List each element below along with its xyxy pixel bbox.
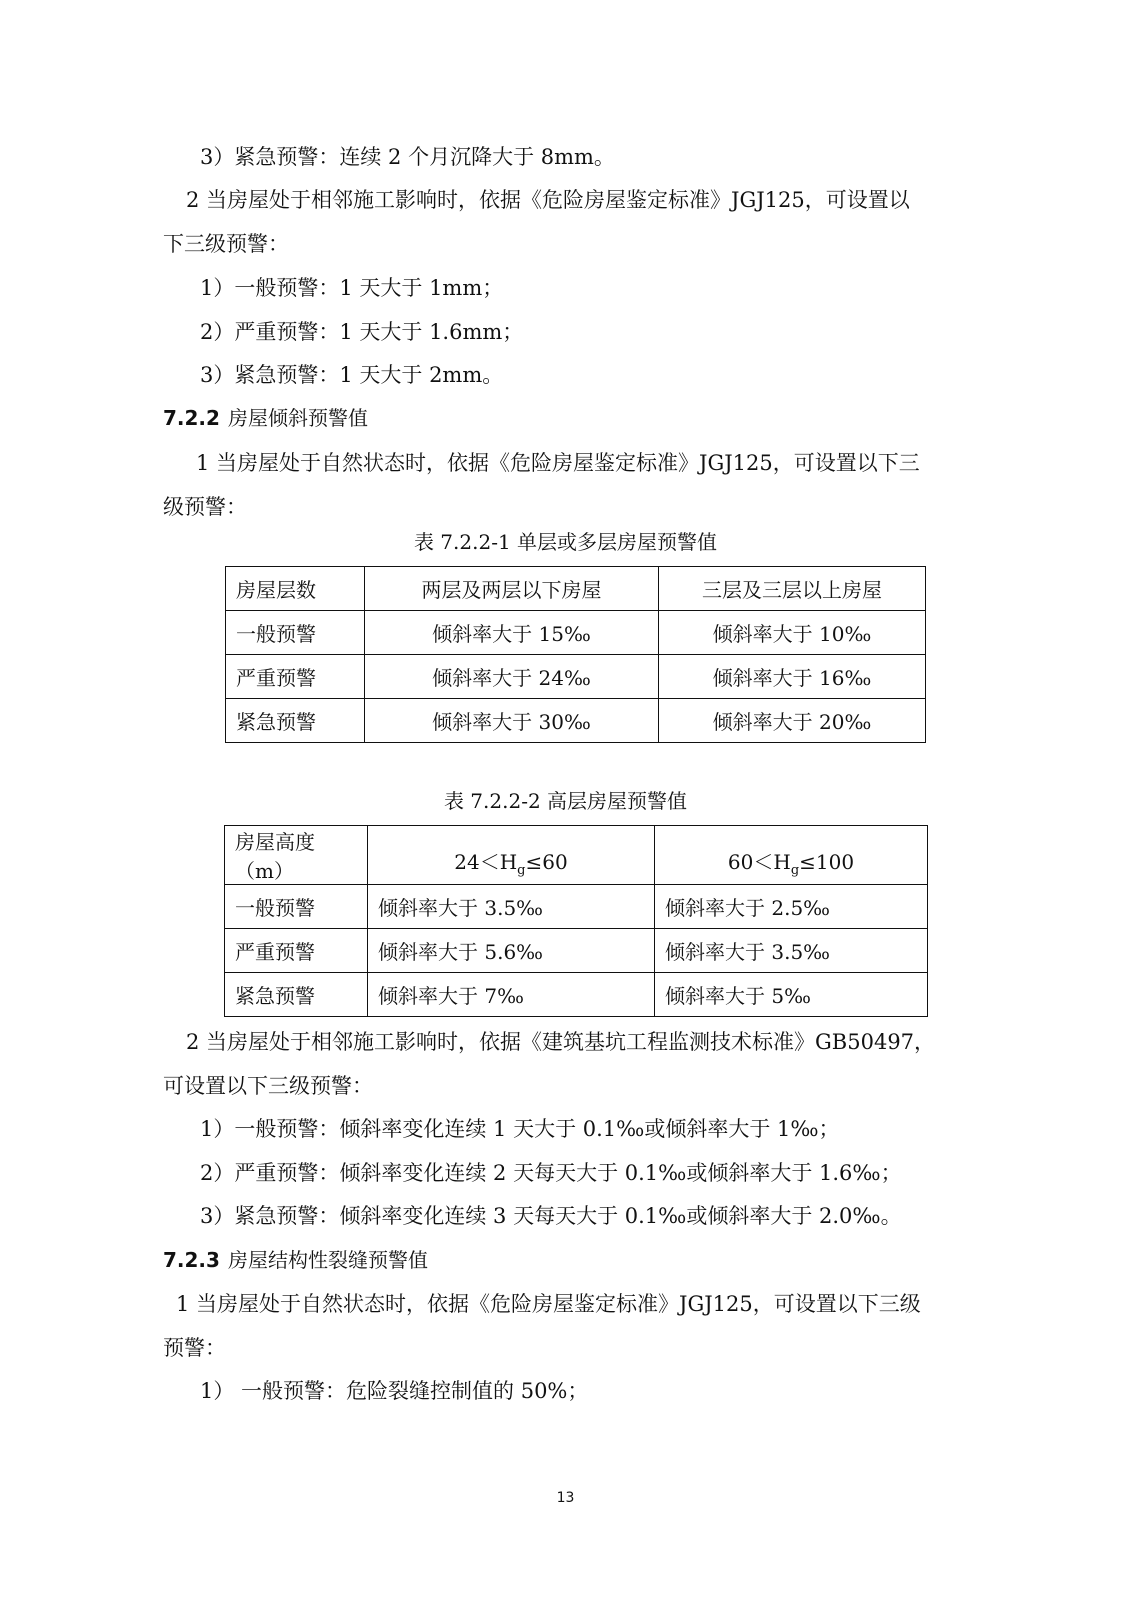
paragraph-line: 1）一般预警：1 天大于 1mm； <box>200 276 504 300</box>
table-caption: 表 7.2.2-1 单层或多层房屋预警值 <box>413 530 718 554</box>
table-header-cell: 三层及三层以上房屋 <box>659 567 926 611</box>
table-cell: 一般预警 <box>225 885 368 929</box>
table-cell: 倾斜率大于 3.5‰ <box>655 929 928 973</box>
table-cell: 倾斜率大于 30‰ <box>365 699 659 743</box>
paragraph-line: 1）一般预警：倾斜率变化连续 1 天大于 0.1‰或倾斜率大于 1‰； <box>200 1117 840 1141</box>
table-header-cell: 房屋层数 <box>226 567 365 611</box>
paragraph-line: 3）紧急预警：连续 2 个月沉降大于 8mm。 <box>200 145 615 169</box>
paragraph-line: 1 当房屋处于自然状态时，依据《危险房屋鉴定标准》JGJ125，可设置以下三级 <box>176 1292 921 1316</box>
table-cell: 严重预警 <box>225 929 368 973</box>
table-cell: 倾斜率大于 2.5‰ <box>655 885 928 929</box>
table-cell: 严重预警 <box>226 655 365 699</box>
table-header-cell: 两层及两层以下房屋 <box>365 567 659 611</box>
section-number: 7.2.3 <box>163 1248 220 1272</box>
paragraph-line: 1） 一般预警：危险裂缝控制值的 50%； <box>200 1379 589 1403</box>
table-row <box>226 611 926 655</box>
section-title: 房屋结构性裂缝预警值 <box>227 1248 428 1272</box>
page-number: 13 <box>556 1490 575 1506</box>
paragraph-line: 下三级预警： <box>163 232 289 256</box>
section-title: 房屋倾斜预警值 <box>227 406 368 430</box>
paragraph-line: 2 当房屋处于相邻施工影响时，依据《建筑基坑工程监测技术标准》GB50497， <box>186 1030 936 1054</box>
table-header-cell: 房屋高度（m） <box>225 826 368 885</box>
table-header-cell: $60<H_g\le 100$ <box>655 826 928 885</box>
table-row <box>225 929 928 973</box>
table-high-rise <box>224 825 928 1017</box>
table-single-multi-storey <box>225 566 926 743</box>
paragraph-line: 2）严重预警：倾斜率变化连续 2 天每天大于 0.1‰或倾斜率大于 1.6‰； <box>200 1161 902 1185</box>
table-cell: 一般预警 <box>226 611 365 655</box>
paragraph-line: 2）严重预警：1 天大于 1.6mm； <box>200 320 524 344</box>
table-cell: 倾斜率大于 16‰ <box>659 655 926 699</box>
paragraph-line: 3）紧急预警：倾斜率变化连续 3 天每天大于 0.1‰或倾斜率大于 2.0‰。 <box>200 1204 902 1228</box>
paragraph-line: 可设置以下三级预警： <box>163 1074 373 1098</box>
table-cell: 倾斜率大于 5‰ <box>655 973 928 1017</box>
paragraph-line: 2 当房屋处于相邻施工影响时，依据《危险房屋鉴定标准》JGJ125，可设置以 <box>186 188 910 212</box>
paragraph-line: 3）紧急预警：1 天大于 2mm。 <box>200 363 504 387</box>
table-header-row <box>225 826 928 885</box>
table-cell: 倾斜率大于 3.5‰ <box>368 885 655 929</box>
table-cell: 紧急预警 <box>226 699 365 743</box>
table-header-row <box>226 567 926 611</box>
table-cell: 倾斜率大于 24‰ <box>365 655 659 699</box>
table-cell: 倾斜率大于 15‰ <box>365 611 659 655</box>
table-cell: 倾斜率大于 10‰ <box>659 611 926 655</box>
paragraph-line: 级预警： <box>163 495 247 519</box>
table-cell: 倾斜率大于 7‰ <box>368 973 655 1017</box>
table-cell: 紧急预警 <box>225 973 368 1017</box>
table-row <box>225 885 928 929</box>
table-cell: 倾斜率大于 5.6‰ <box>368 929 655 973</box>
section-number: 7.2.2 <box>163 406 220 430</box>
table-cell: 倾斜率大于 20‰ <box>659 699 926 743</box>
table-caption: 表 7.2.2-2 高层房屋预警值 <box>443 789 688 813</box>
table-row <box>226 655 926 699</box>
paragraph-line: 1 当房屋处于自然状态时，依据《危险房屋鉴定标准》JGJ125，可设置以下三 <box>196 451 920 475</box>
table-row <box>226 699 926 743</box>
paragraph-line: 预警： <box>163 1336 226 1360</box>
section-heading-7-2-2 <box>163 404 368 432</box>
table-row <box>225 973 928 1017</box>
section-heading-7-2-3 <box>163 1246 428 1274</box>
table-header-cell: $24<H_g\le 60$ <box>368 826 655 885</box>
